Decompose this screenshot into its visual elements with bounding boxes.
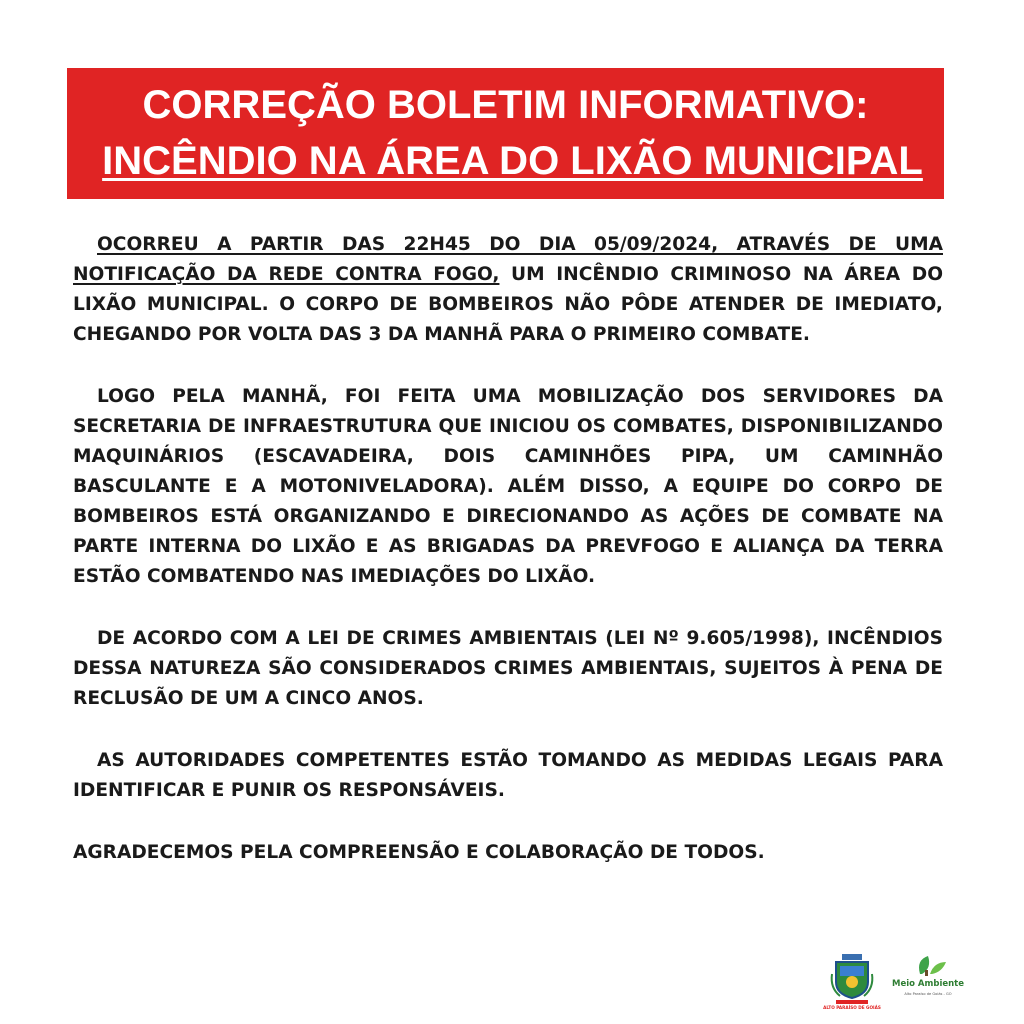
paragraph-5-text: AGRADECEMOS PELA COMPREENSÃO E COLABORAÇÃO DE TODOS.: [73, 842, 765, 863]
environment-secretariat-logo-icon: [890, 952, 966, 1002]
paragraph-2: [73, 382, 943, 592]
title-line-1: CORREÇÃO BOLETIM INFORMATIVO:: [142, 83, 869, 127]
paragraph-1-rest: UM INCÊNDIO CRIMINOSO NA ÁREA DO LIXÃO MUNICIPAL. O CORPO DE BOMBEIROS NÃO PÔDE ATENDER DE IMEDIATO, CHEGANDO POR VOLTA DAS 3 DA MANHÃ PARA O PRIMEIRO COMBATE.: [73, 264, 943, 345]
paragraph-2-text: LOGO PELA MANHÃ, FOI FEITA UMA MOBILIZAÇÃO DOS SERVIDORES DA SECRETARIA DE INFRAESTRUTURA QUE INICIOU OS COMBATES, DISPONIBILIZANDO MAQUINÁRIOS (ESCAVADEIRA, DOIS CAMINHÕES PIPA, UM CAMINHÃO BASCULANTE E A MOTONIVELADORA). ALÉM DISSO, A EQUIPE DO CORPO DE BOMBEIROS ESTÁ ORGANIZANDO E DIRECIONANDO AS AÇÕES DE COMBATE NA PARTE INTERNA DO LIXÃO E AS BRIGADAS DA PREVFOGO E ALIANÇA DA TERRA ESTÃO COMBATENDO NAS IMEDIAÇÕES DO LIXÃO.: [73, 386, 943, 587]
paragraph-3: [73, 624, 943, 714]
municipal-coat-of-arms-graphic: [823, 952, 881, 1014]
paragraph-4: [73, 746, 943, 806]
paragraph-1-underlined: OCORREU A PARTIR DAS 22H45 DO DIA 05/09/2024, ATRAVÉS DE UMA NOTIFICAÇÃO DA REDE CONTRA FOGO,: [73, 234, 943, 285]
environment-logo-graphic: [890, 952, 966, 1002]
paragraph-5: [73, 838, 943, 868]
title-line-2: INCÊNDIO NA ÁREA DO LIXÃO MUNICIPAL: [102, 139, 923, 183]
bulletin-body: [73, 230, 943, 900]
municipality-logo-text: ALTO PARAÍSO DE GOIÁS: [823, 1005, 881, 1010]
municipal-coat-of-arms-icon: [823, 952, 881, 1014]
paragraph-4-text: AS AUTORIDADES COMPETENTES ESTÃO TOMANDO AS MEDIDAS LEGAIS PARA IDENTIFICAR E PUNIR OS RESPONSÁVEIS.: [73, 750, 943, 801]
paragraph-3-text: DE ACORDO COM A LEI DE CRIMES AMBIENTAIS (LEI Nº 9.605/1998), INCÊNDIOS DESSA NATUREZA SÃO CONSIDERADOS CRIMES AMBIENTAIS, SUJEITOS À PENA DE RECLUSÃO DE UM A CINCO ANOS.: [73, 628, 943, 709]
environment-logo-subtext: Alto Paraíso de Goiás - GO: [904, 992, 952, 996]
paragraph-1: [73, 230, 943, 350]
environment-logo-text: Meio Ambiente: [891, 979, 965, 989]
title-banner: [67, 68, 944, 199]
